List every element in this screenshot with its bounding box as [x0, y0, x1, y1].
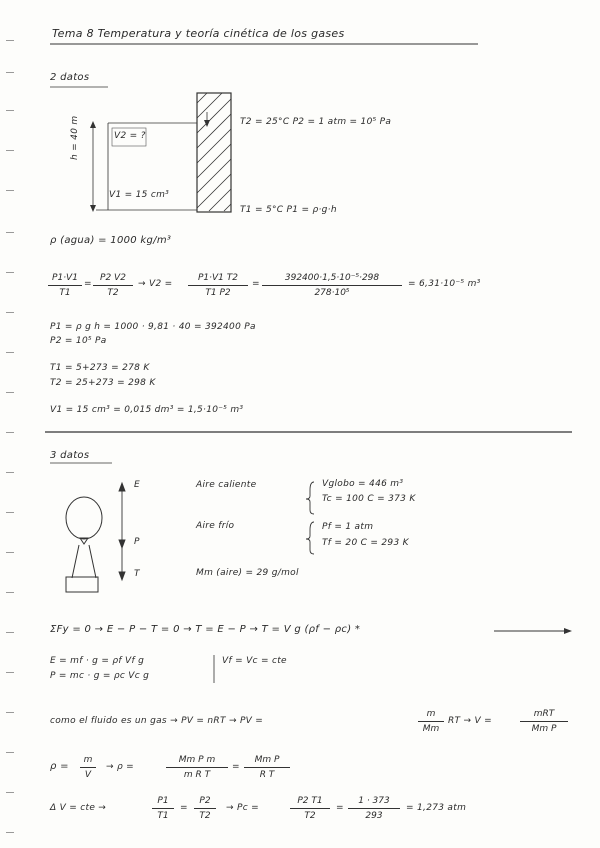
cold-air-pressure: Pf = 1 atm	[322, 522, 374, 532]
rho-arrow: → ρ =	[106, 762, 135, 772]
force-arrows	[119, 483, 125, 580]
frac-m-v: m V	[80, 754, 96, 781]
problem1-heading: 2 datos	[50, 72, 90, 83]
rho-start: ρ =	[50, 761, 69, 772]
rho-equals: =	[232, 762, 240, 772]
frac-rho-simplified: Mm P R T	[244, 754, 290, 781]
final-equals: =	[180, 803, 188, 813]
force-e-label: E	[134, 480, 140, 490]
p2-value: P2 = 10⁵ Pa	[50, 336, 107, 346]
volume-constant: Vf = Vc = cte	[222, 656, 287, 666]
equals: =	[84, 279, 92, 289]
force-t-label: T	[134, 569, 140, 579]
problem2-heading: 3 datos	[50, 450, 90, 461]
frac-p1v1-t1: P1·V1 T1	[48, 272, 82, 299]
t1-calc: T1 = 5+273 = 278 K	[50, 363, 150, 373]
frac-volume: mRT Mm P	[520, 708, 568, 735]
frac-rho-full: Mm P m m R T	[166, 754, 228, 781]
page-title: Tema 8 Temperatura y teoría cinética de los gases	[52, 27, 345, 40]
frac-pc: P2 T1 T2	[290, 795, 330, 822]
p1-calc: P1 = ρ g h = 1000 · 9,81 · 40 = 392400 Pa	[50, 322, 256, 332]
final-equals-2: =	[336, 803, 344, 813]
t1-p1-label: T1 = 5°C P1 = ρ·g·h	[240, 205, 337, 215]
v1-label: V1 = 15 cm³	[109, 190, 170, 200]
weight-eq: P = mc · g = ρc Vc g	[50, 671, 150, 681]
frac-v2-formula: P1·V1 T2 T1 P2	[188, 272, 248, 299]
frac-v2-numbers: 392400·1,5·10⁻⁵·298 278·10⁵	[262, 272, 402, 299]
final-arrow: → Pc =	[226, 803, 259, 813]
final-result: = 1,273 atm	[406, 803, 467, 813]
frac-p2v2-t2: P2 V2 T2	[93, 272, 133, 299]
frac-pc-numbers: 1 · 373 293	[348, 795, 400, 822]
balloon-volume: Vglobo = 446 m³	[322, 479, 404, 489]
gas-law-mid: RT → V =	[448, 716, 492, 726]
hot-air-label: Aire caliente	[196, 480, 257, 490]
gas-law-text: como el fluido es un gas → PV = nRT → PV =	[50, 716, 264, 726]
final-start: Δ V = cte →	[50, 803, 107, 813]
sum-of-forces: ΣFy = 0 → E − P − T = 0 → T = E − P → T = V g (ρf − ρc) *	[50, 624, 361, 635]
force-p-label: P	[134, 537, 140, 547]
v2-result: = 6,31·10⁻⁵ m³	[408, 279, 481, 289]
cold-air-temp: Tf = 20 C = 293 K	[322, 538, 409, 548]
balloon-sketch	[66, 497, 102, 592]
t2-calc: T2 = 25+273 = 298 K	[50, 378, 156, 388]
arrow-v2: → V2 =	[138, 279, 173, 289]
buoyancy-eq: E = mf · g = ρf Vf g	[50, 656, 145, 666]
frac-p2-t2: P2 T2	[194, 795, 216, 822]
frac-p1-t1: P1 T1	[152, 795, 174, 822]
cold-air-label: Aire frío	[196, 521, 235, 531]
air-molar-mass: Mm (aire) = 29 g/mol	[196, 568, 299, 578]
water-density: ρ (agua) = 1000 kg/m³	[50, 235, 172, 246]
v2-label: V2 = ?	[114, 131, 146, 141]
hot-air-temp: Tc = 100 C = 373 K	[322, 494, 416, 504]
frac-m-mm: m Mm	[418, 708, 444, 735]
height-label: h = 40 m	[70, 115, 80, 160]
t2-p2-label: T2 = 25°C P2 = 1 atm = 10⁵ Pa	[240, 117, 392, 127]
equals: =	[252, 279, 260, 289]
v1-conversion: V1 = 15 cm³ = 0,015 dm³ = 1,5·10⁻⁵ m³	[50, 405, 244, 415]
